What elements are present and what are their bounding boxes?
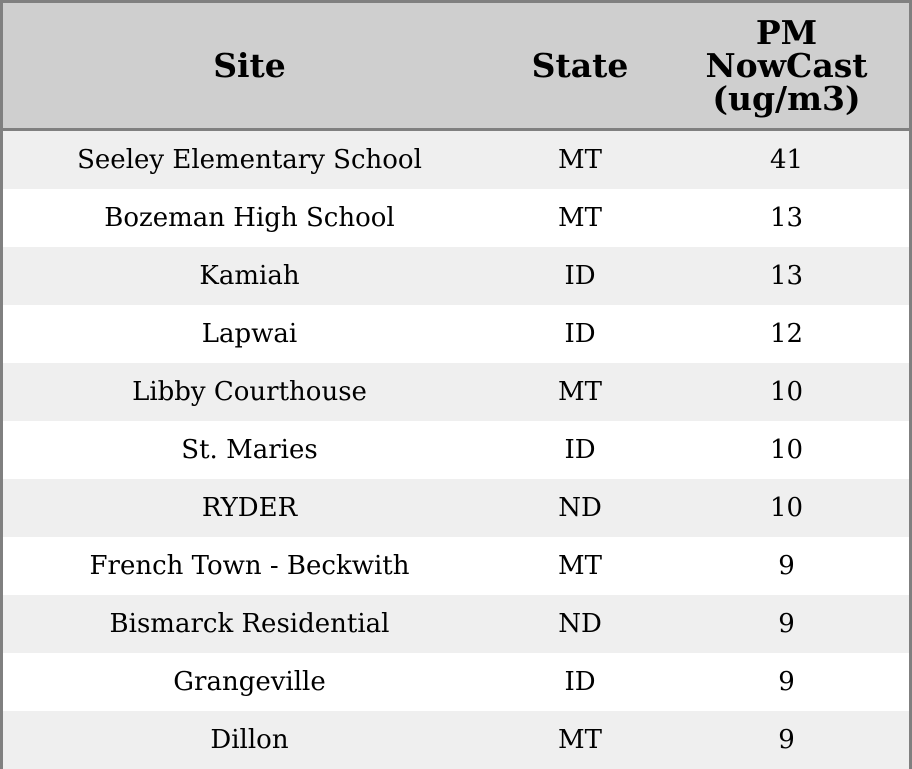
cell-pm: 9 <box>664 595 909 653</box>
table-row <box>3 537 909 595</box>
cell-pm: 10 <box>664 479 909 537</box>
cell-pm: 9 <box>664 653 909 711</box>
header-pm-line-3: (ug/m3) <box>712 79 861 118</box>
cell-state: MT <box>496 130 664 190</box>
cell-state: ID <box>496 421 664 479</box>
pm-nowcast-table <box>3 3 909 769</box>
table-row <box>3 305 909 363</box>
cell-site: RYDER <box>3 479 496 537</box>
cell-site: Dillon <box>3 711 496 769</box>
cell-site: Lapwai <box>3 305 496 363</box>
cell-state: ND <box>496 595 664 653</box>
header-state: State <box>496 3 664 130</box>
cell-site: Kamiah <box>3 247 496 305</box>
cell-site: Libby Courthouse <box>3 363 496 421</box>
cell-site: Seeley Elementary School <box>3 130 496 190</box>
table-row <box>3 363 909 421</box>
cell-state: ID <box>496 305 664 363</box>
cell-state: MT <box>496 189 664 247</box>
header-row <box>3 3 909 130</box>
table-body <box>3 130 909 769</box>
cell-pm: 10 <box>664 421 909 479</box>
table-row <box>3 479 909 537</box>
cell-site: Bismarck Residential <box>3 595 496 653</box>
cell-pm: 41 <box>664 130 909 190</box>
cell-state: ID <box>496 653 664 711</box>
table-row <box>3 421 909 479</box>
header-pm-nowcast <box>664 3 909 130</box>
cell-state: MT <box>496 537 664 595</box>
header-pm-line-1: PM <box>755 13 818 52</box>
cell-state: MT <box>496 711 664 769</box>
cell-state: ID <box>496 247 664 305</box>
table-row <box>3 711 909 769</box>
cell-site: Grangeville <box>3 653 496 711</box>
header-site: Site <box>3 3 496 130</box>
cell-pm: 13 <box>664 247 909 305</box>
cell-site: St. Maries <box>3 421 496 479</box>
cell-state: ND <box>496 479 664 537</box>
cell-state: MT <box>496 363 664 421</box>
cell-pm: 12 <box>664 305 909 363</box>
table-row <box>3 189 909 247</box>
table-row <box>3 247 909 305</box>
cell-pm: 9 <box>664 711 909 769</box>
cell-site: Bozeman High School <box>3 189 496 247</box>
table-row <box>3 130 909 190</box>
cell-pm: 9 <box>664 537 909 595</box>
table-header <box>3 3 909 130</box>
table-row <box>3 595 909 653</box>
cell-pm: 10 <box>664 363 909 421</box>
cell-site: French Town - Beckwith <box>3 537 496 595</box>
cell-pm: 13 <box>664 189 909 247</box>
header-pm-line-2: NowCast <box>705 46 868 85</box>
table-row <box>3 653 909 711</box>
